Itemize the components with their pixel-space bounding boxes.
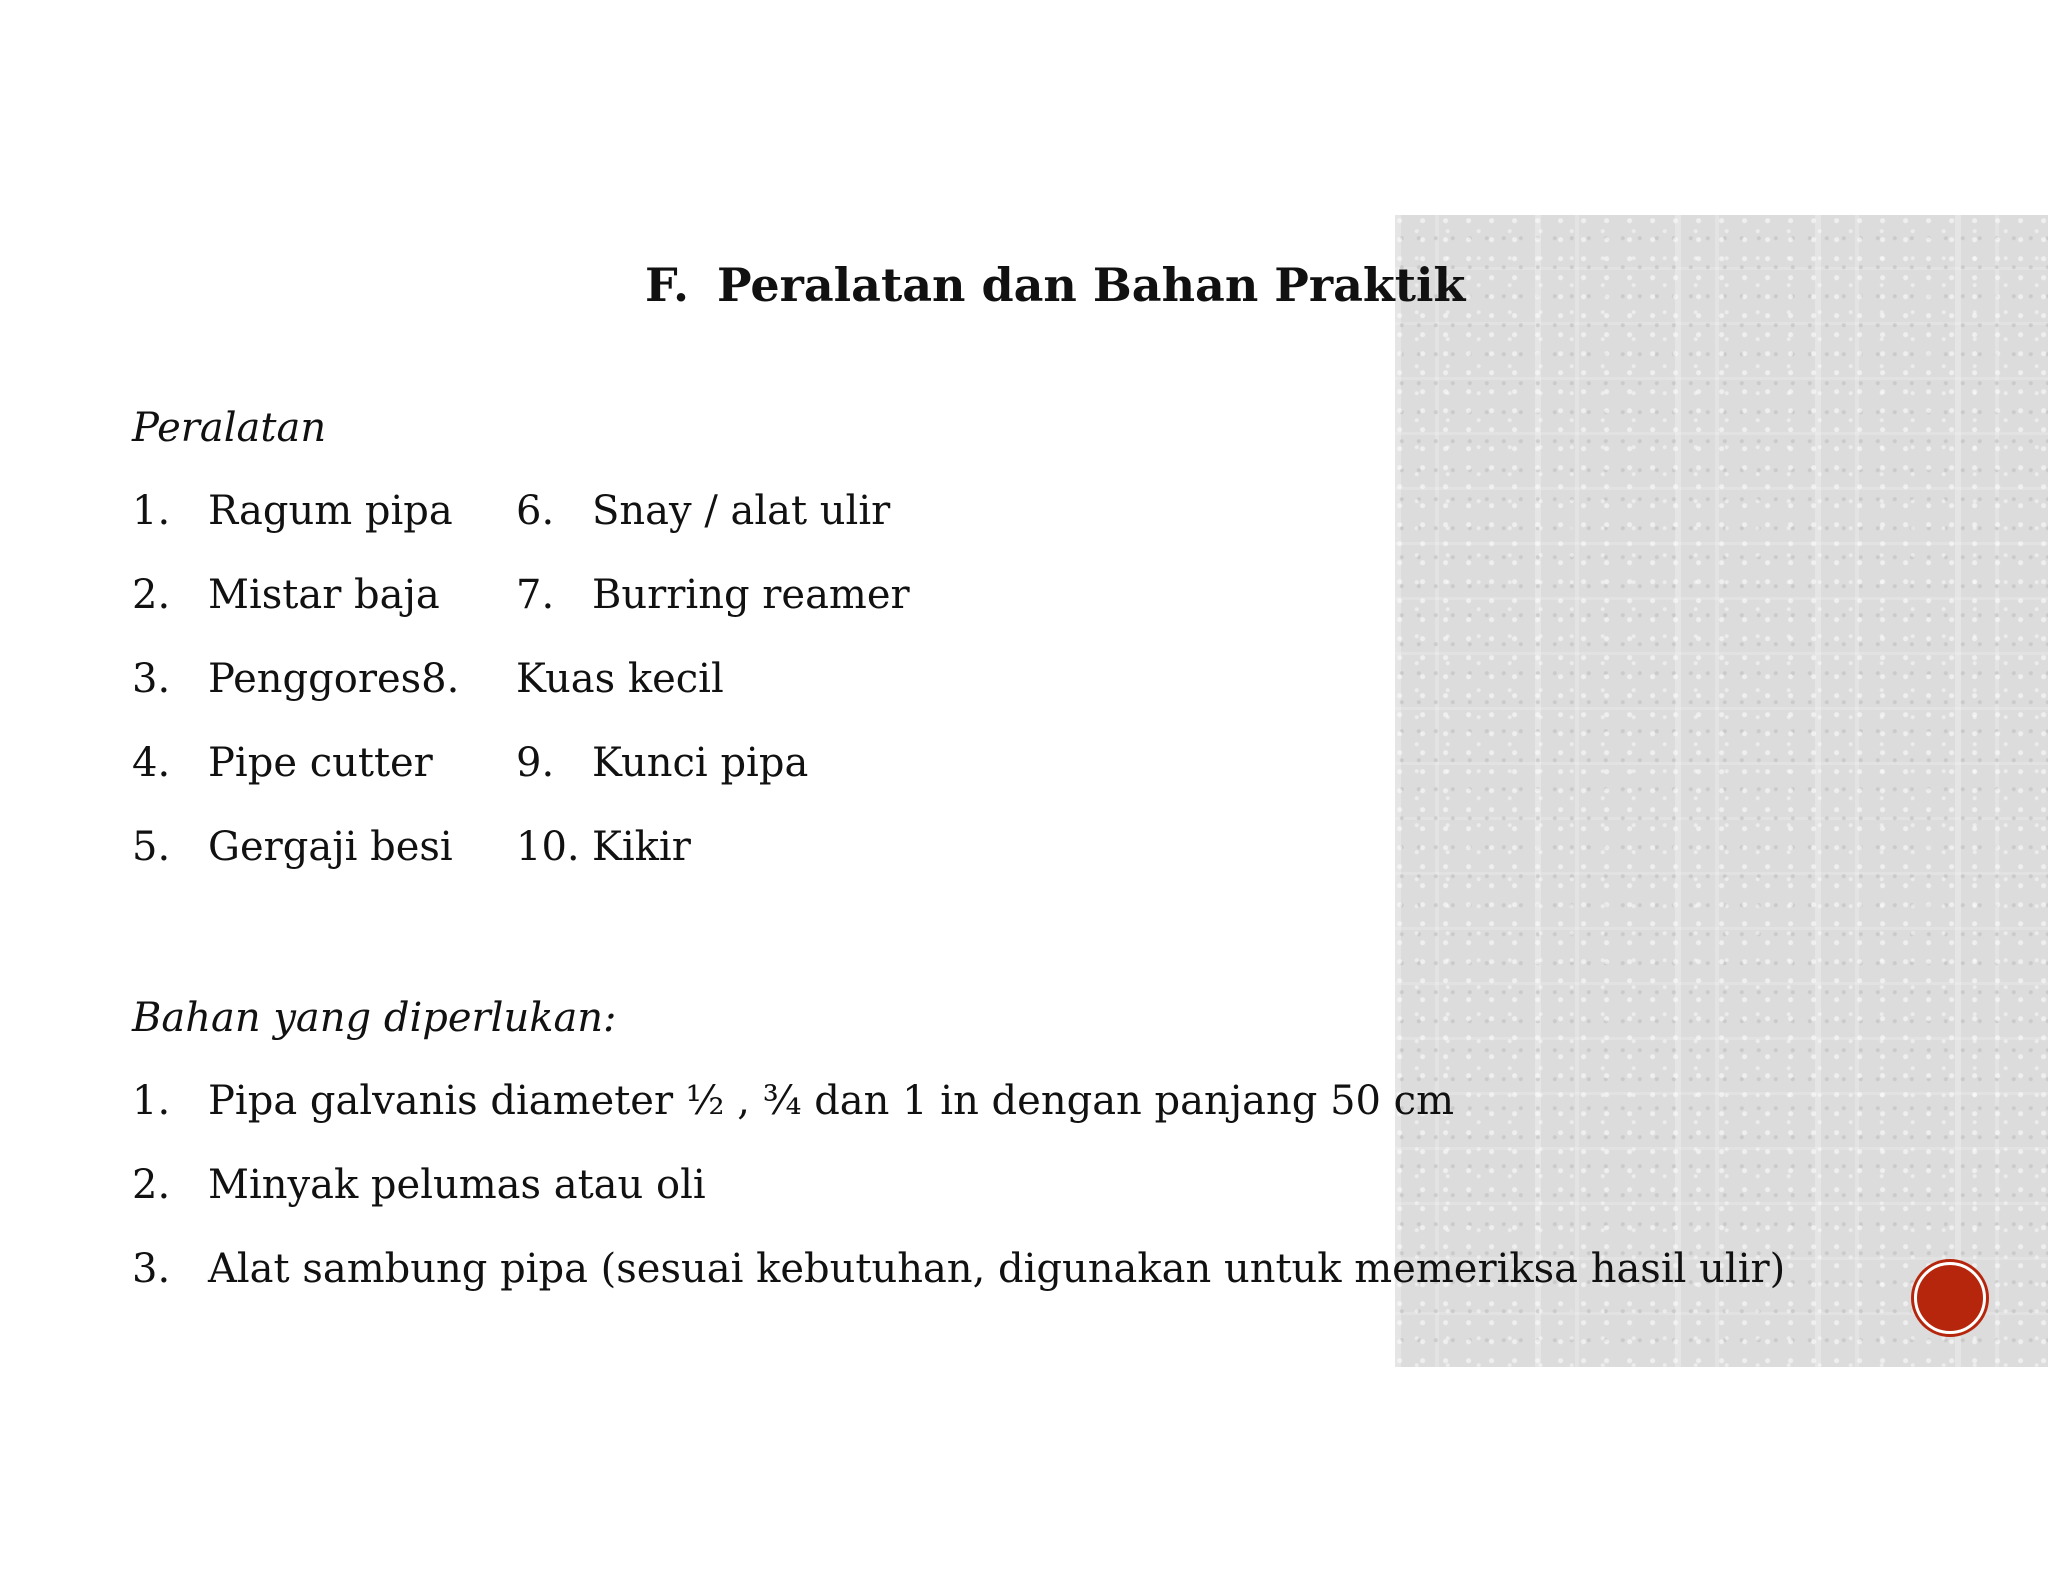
tool-item: Kunci pipa: [592, 740, 809, 786]
tool-number: 1.: [132, 488, 171, 534]
materials-heading: Bahan yang diperlukan:: [132, 995, 617, 1041]
title-text: Peralatan dan Bahan Praktik: [717, 258, 1466, 312]
tool-item: Snay / alat ulir: [592, 488, 891, 534]
tool-item: Mistar baja: [208, 572, 440, 618]
tool-item: Kikir: [592, 824, 691, 870]
tool-number: 5.: [132, 824, 171, 870]
tools-heading: Peralatan: [132, 405, 327, 451]
material-number: 1.: [132, 1078, 171, 1124]
tool-item: Gergaji besi: [208, 824, 453, 870]
material-item: Minyak pelumas atau oli: [208, 1162, 706, 1208]
tool-number: 9.: [516, 740, 555, 786]
tool-item: Burring reamer: [592, 572, 910, 618]
material-item: Pipa galvanis diameter ½ , ¾ dan 1 in dengan panjang 50 cm: [208, 1078, 1455, 1124]
material-number: 3.: [132, 1246, 171, 1292]
slide-marker-circle-icon: [1914, 1262, 1986, 1334]
tool-number: 6.: [516, 488, 555, 534]
tool-number: 7.: [516, 572, 555, 618]
tool-item: Ragum pipa: [208, 488, 453, 534]
material-number: 2.: [132, 1162, 171, 1208]
title-section-letter: F.: [645, 258, 690, 312]
textured-background-panel: [1395, 215, 2048, 1367]
tool-item: Kuas kecil: [516, 656, 724, 702]
tool-number: 3.: [132, 656, 171, 702]
tool-item: Pipe cutter: [208, 740, 433, 786]
slide-title: [645, 258, 1465, 312]
tool-number: 4.: [132, 740, 171, 786]
tool-number: 10.: [516, 824, 580, 870]
tool-number: 2.: [132, 572, 171, 618]
material-item: Alat sambung pipa (sesuai kebutuhan, digunakan untuk memeriksa hasil ulir): [208, 1246, 1786, 1292]
tool-item: Penggores8.: [208, 656, 460, 702]
